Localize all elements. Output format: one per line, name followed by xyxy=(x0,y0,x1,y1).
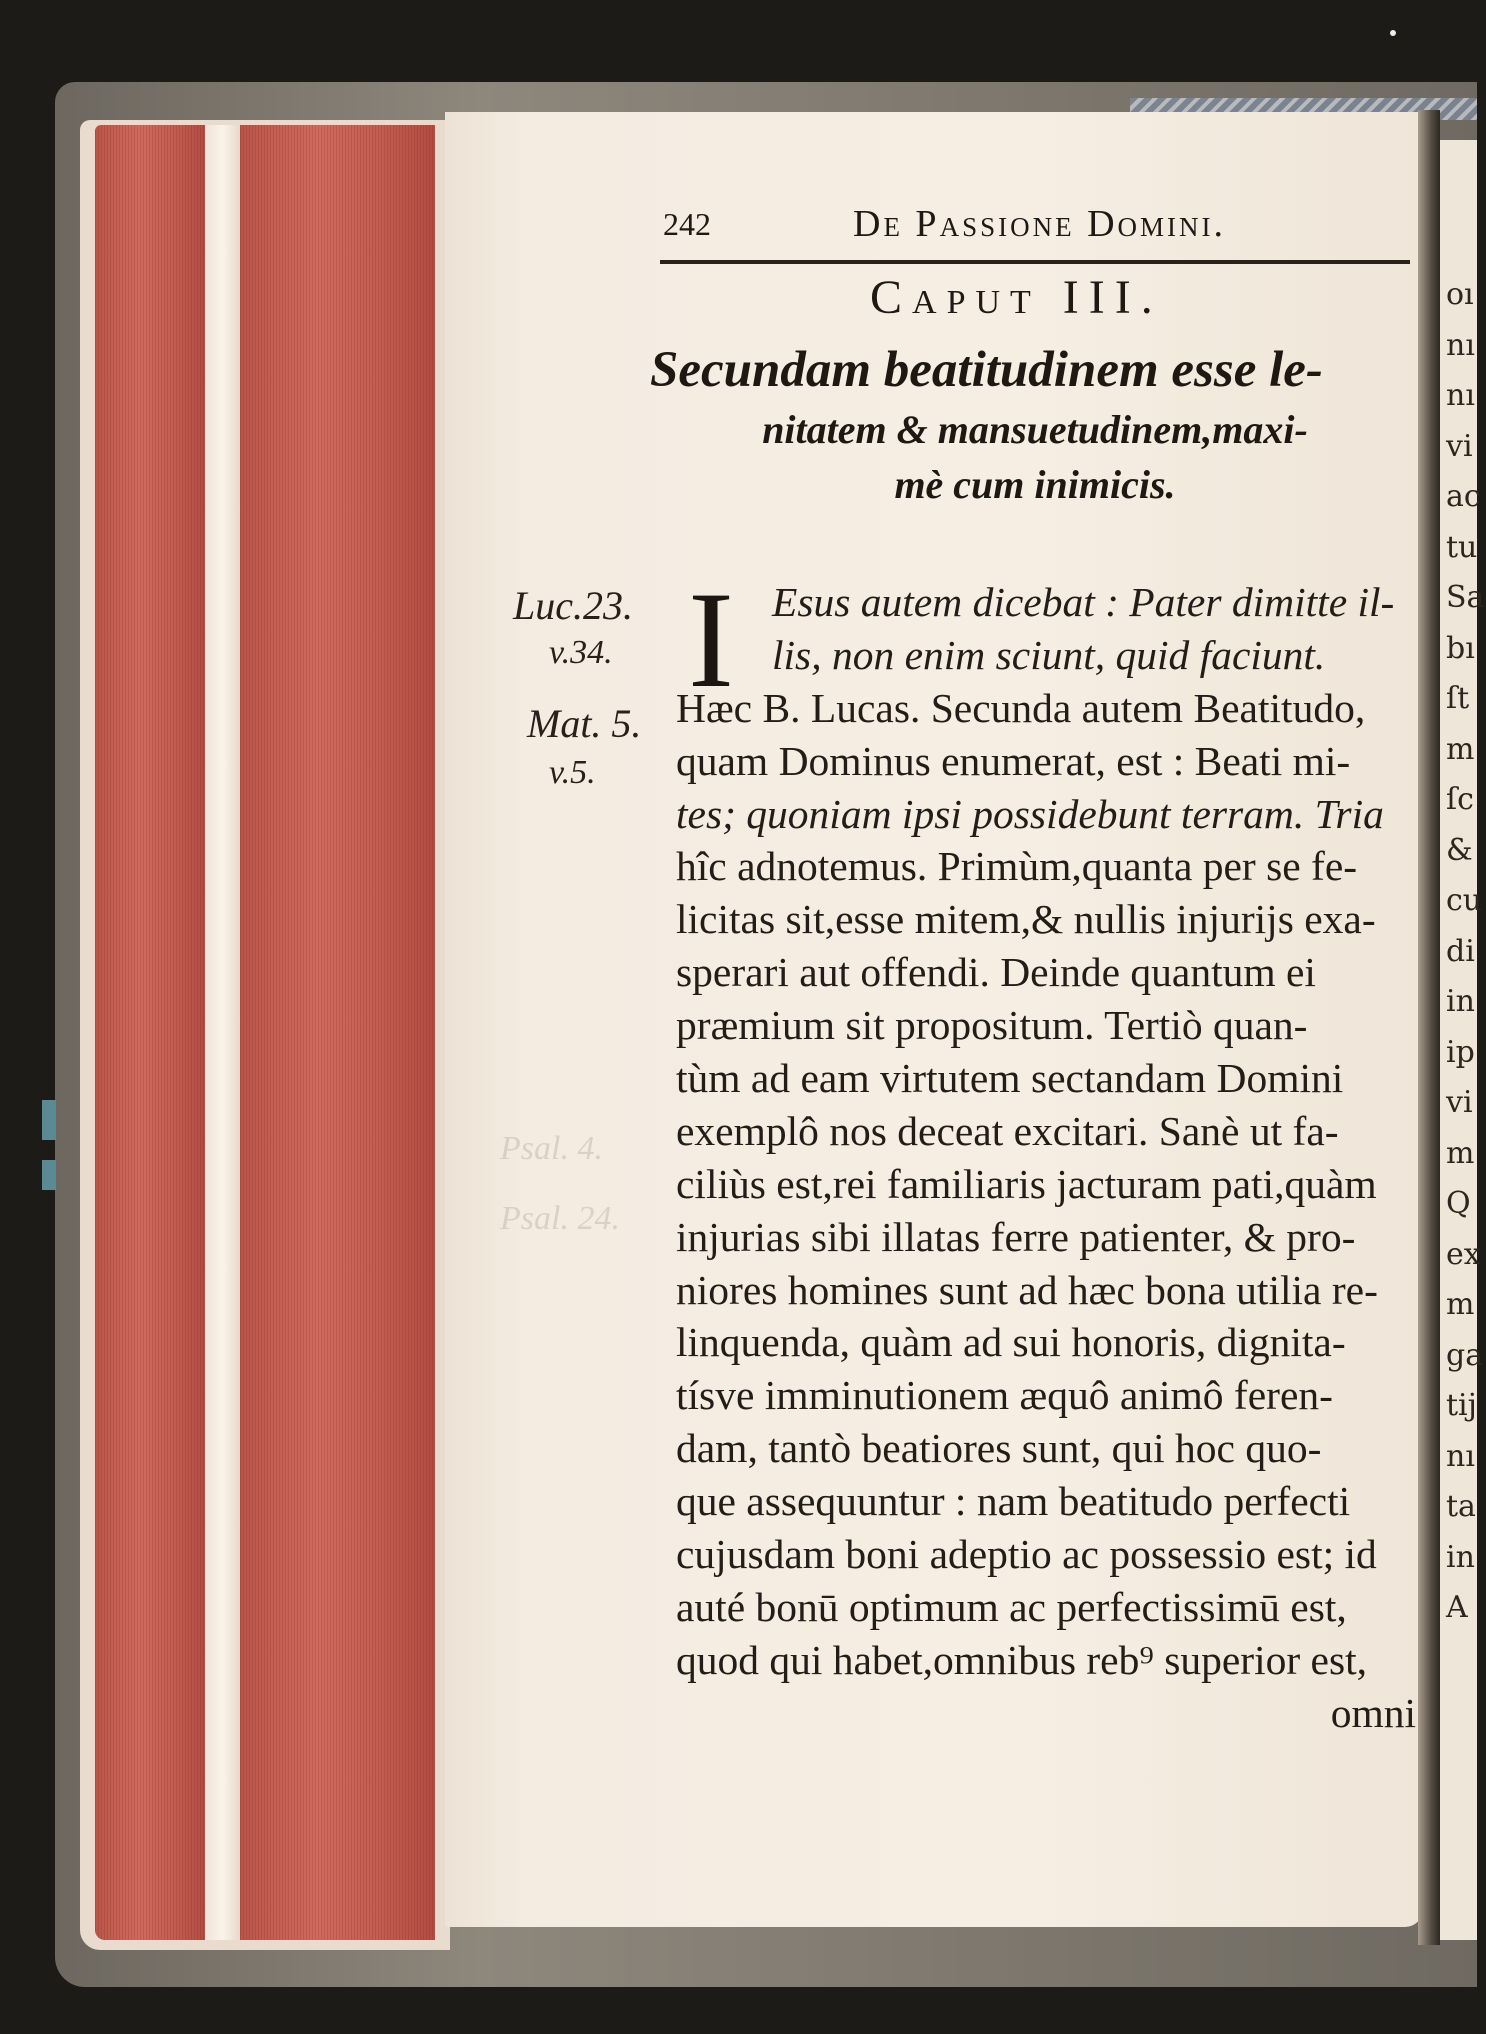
summary-line: Secundam beatitudinem esse le- xyxy=(650,342,1323,398)
margin-note: v.34. xyxy=(549,634,613,671)
page-edge-gap xyxy=(205,125,240,1940)
facing-page-fragment: Sa xyxy=(1446,580,1485,615)
text-line: sperari aut offendi. Deinde quantum ei xyxy=(676,949,1316,996)
summary-line: mè cum inimicis. xyxy=(894,462,1176,507)
facing-page-fragment: in xyxy=(1446,984,1475,1019)
text-line: tísve imminutionem æquô animô feren- xyxy=(676,1372,1333,1419)
chapter-title: Caput III. xyxy=(870,271,1163,324)
text-line: exemplô nos deceat excitari. Sanè ut fa- xyxy=(676,1107,1339,1154)
facing-page-fragment: in xyxy=(1446,1539,1475,1575)
text-line: Hæc B. Lucas. Secunda autem Beatitudo, xyxy=(676,684,1366,731)
facing-page-fragment: m xyxy=(1446,731,1475,767)
text-line: præmium sit propositum. Tertiò quan- xyxy=(676,1002,1308,1049)
text-line: ciliùs est,rei familiaris jacturam pati,quàm xyxy=(676,1160,1377,1207)
running-title: De Passione Domini. xyxy=(853,203,1227,245)
red-page-edge xyxy=(240,125,435,1940)
text-line: tùm ad eam virtutem sectandam Domini xyxy=(676,1055,1344,1102)
red-page-edge xyxy=(95,125,205,1940)
facing-page-fragment: ex xyxy=(1446,1236,1481,1272)
facing-page-fragment: ip xyxy=(1446,1034,1475,1070)
facing-page-fragment: A xyxy=(1446,1590,1468,1625)
facing-page-fragment: ac xyxy=(1446,479,1481,514)
facing-page-fragment: di xyxy=(1446,933,1475,969)
facing-page-fragment: bı xyxy=(1446,630,1475,666)
facing-page-fragment: oı xyxy=(1446,277,1474,312)
facing-page-fragment: ſc xyxy=(1446,782,1474,817)
header-rule xyxy=(660,260,1410,264)
facing-page-fragment: ta xyxy=(1446,1489,1476,1524)
facing-page-text xyxy=(1446,270,1486,1634)
blue-page-tab xyxy=(42,1160,56,1190)
facing-page-fragment: m xyxy=(1446,1287,1475,1322)
show-through-text: Psal. 24. xyxy=(500,1200,620,1237)
text-line: quam Dominus enumerat, est : Beati mi- xyxy=(676,737,1351,784)
dust-speck xyxy=(1390,30,1396,36)
margin-note: Luc.23. xyxy=(513,583,633,628)
text-line: tes; quoniam ipsi possidebunt terram. Tria xyxy=(676,790,1384,837)
catchword: omni xyxy=(1330,1689,1416,1736)
text-line: niores homines sunt ad hæc bona utilia re- xyxy=(676,1266,1378,1313)
show-through-text: Psal. 4. xyxy=(500,1130,603,1167)
blue-page-tab xyxy=(42,1100,56,1140)
text-line: Esus autem dicebat : Pater dimitte il- xyxy=(772,579,1395,625)
text-line: licitas sit,esse mitem,& nullis injurijs exa- xyxy=(676,896,1376,943)
text-line: injurias sibi illatas ferre patienter, & pro- xyxy=(676,1213,1356,1260)
margin-note: Mat. 5. xyxy=(527,701,642,746)
facing-page-fragment: Q xyxy=(1446,1186,1471,1221)
facing-page-fragment: tu xyxy=(1446,529,1478,565)
running-head xyxy=(663,202,1385,246)
text-line: que assequuntur : nam beatitudo perfecti xyxy=(676,1478,1351,1525)
text-line: quod qui habet,omnibus reb⁹ superior est, xyxy=(676,1636,1368,1683)
text-line: linquenda, quàm ad sui honoris, dignita- xyxy=(676,1319,1346,1366)
summary-line: nitatem & mansuetudinem,maxi- xyxy=(762,407,1308,452)
facing-page-fragment: tij xyxy=(1446,1388,1477,1423)
text-line: dam, tantò beatiores sunt, qui hoc quo- xyxy=(676,1425,1322,1472)
facing-page-fragment: cu xyxy=(1446,883,1483,918)
facing-page-fragment: nı xyxy=(1446,378,1475,413)
facing-page-fragment: vi xyxy=(1446,428,1473,464)
facing-page-fragment: ga xyxy=(1446,1337,1484,1373)
facing-page-fragment: vi xyxy=(1446,1085,1473,1120)
text-line: auté bonū optimum ac perfectissimū est, xyxy=(676,1583,1347,1630)
page-number: 242 xyxy=(663,206,711,242)
facing-page-fragment: nı xyxy=(1446,327,1475,363)
facing-page-fragment: & xyxy=(1446,832,1473,868)
facing-page-fragment: ſt xyxy=(1446,681,1470,716)
facing-page-fragment: m xyxy=(1446,1135,1475,1171)
drop-cap: I xyxy=(688,563,734,716)
margin-note: v.5. xyxy=(549,754,596,791)
text-line: cujusdam boni adeptio ac possessio est; id xyxy=(676,1531,1377,1578)
text-line: lis, non enim sciunt, quid faciunt. xyxy=(772,631,1326,678)
facing-page-fragment: nı xyxy=(1446,1438,1475,1474)
chapter-summary xyxy=(650,338,1420,512)
body-text xyxy=(676,563,1426,1740)
text-line: hîc adnotemus. Primùm,quanta per se fe- xyxy=(676,843,1358,890)
